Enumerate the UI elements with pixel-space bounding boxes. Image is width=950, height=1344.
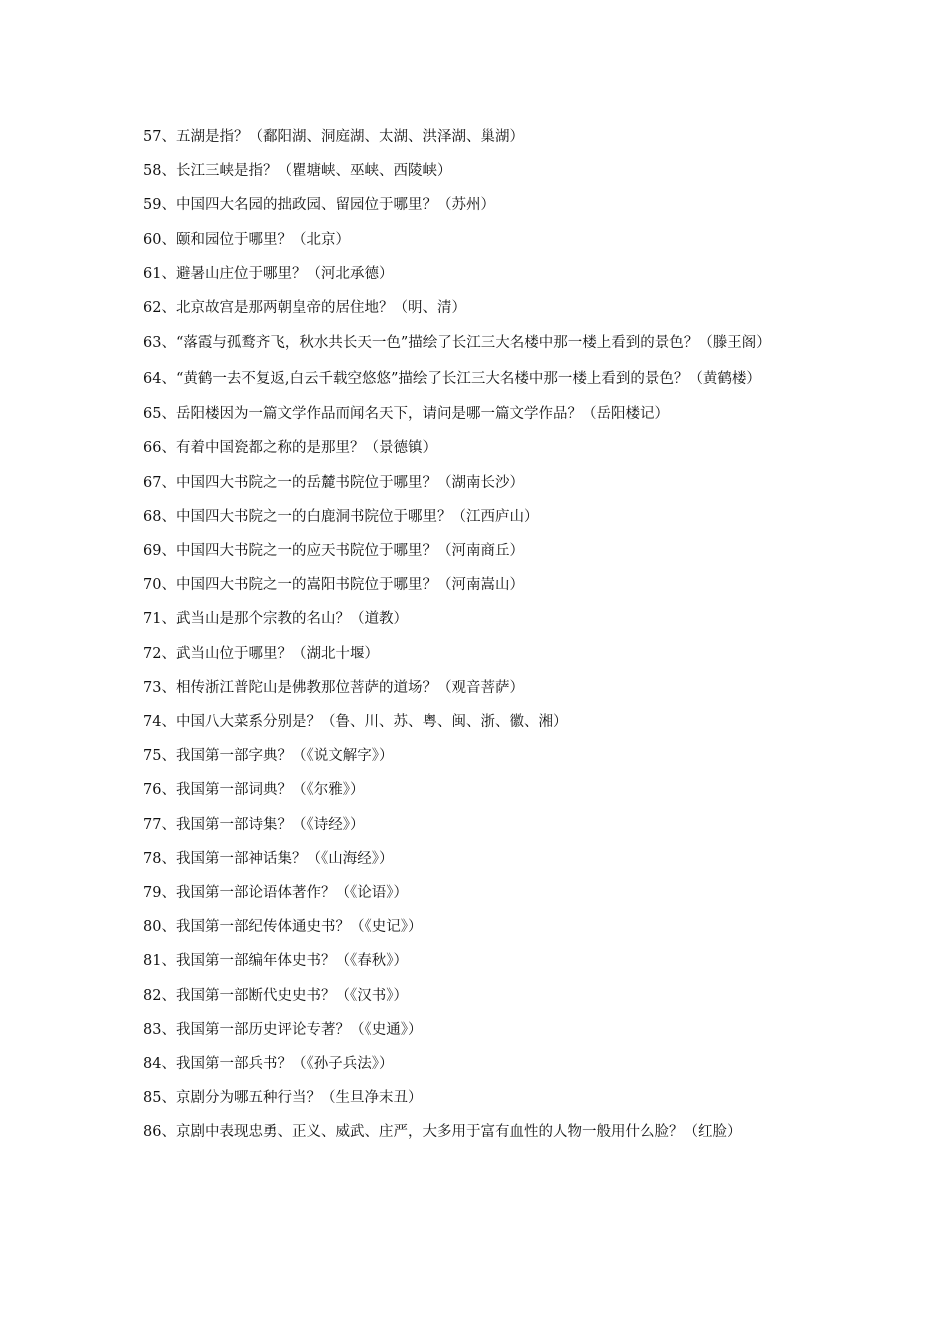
question-79: 79、我国第一部论语体著作？（《论语》） [143,885,408,902]
question-75: 75、我国第一部字典？（《说文解字》） [143,748,394,765]
question-61: 61、避暑山庄位于哪里？（河北承德） [143,265,394,282]
question-59: 59、中国四大名园的拙政园、留园位于哪里？（苏州） [143,197,495,214]
question-80: 80、我国第一部纪传体通史书？（《史记》） [143,919,423,936]
question-66: 66、有着中国瓷都之称的是那里？（景德镇） [143,440,437,457]
question-74: 74、中国八大菜系分别是？（鲁、川、苏、粤、闽、浙、徽、湘） [143,714,568,731]
question-85: 85、京剧分为哪五种行当？（生旦净末丑） [143,1090,423,1107]
question-73: 73、相传浙江普陀山是佛教那位菩萨的道场？（观音菩萨） [143,679,524,696]
question-65: 65、岳阳楼因为一篇文学作品而闻名天下，请问是哪一篇文学作品？（岳阳楼记） [143,406,669,423]
question-86: 86、京剧中表现忠勇、正义、威武、庄严，大多用于富有血性的人物一般用什么脸？（红脸） [143,1124,742,1141]
question-62: 62、北京故宫是那两朝皇帝的居住地？（明、清） [143,300,466,317]
question-78: 78、我国第一部神话集？（《山海经》） [143,850,394,867]
question-64: 64、“黄鹤一去不复返,白云千载空悠悠”描绘了长江三大名楼中那一楼上看到的景色？（黄鹤楼） [143,371,761,388]
question-76: 76、我国第一部词典？（《尔雅》） [143,782,365,799]
question-81: 81、我国第一部编年体史书？（《春秋》） [143,953,408,970]
question-77: 77、我国第一部诗集？（《诗经》） [143,816,365,833]
question-68: 68、中国四大书院之一的白鹿洞书院位于哪里？（江西庐山） [143,508,539,525]
question-60: 60、颐和园位于哪里？（北京） [143,231,350,248]
question-82: 82、我国第一部断代史史书？（《汉书》） [143,987,408,1004]
question-71: 71、武当山是那个宗教的名山？（道教） [143,611,408,628]
question-63: 63、“落霞与孤鹜齐飞，秋水共长天一色”描绘了长江三大名楼中那一楼上看到的景色？（滕王阁） [143,335,771,352]
question-list [143,120,813,1150]
question-72: 72、武当山位于哪里？（湖北十堰） [143,645,379,662]
question-67: 67、中国四大书院之一的岳麓书院位于哪里？（湖南长沙） [143,474,524,491]
question-69: 69、中国四大书院之一的应天书院位于哪里？（河南商丘） [143,543,524,560]
question-70: 70、中国四大书院之一的嵩阳书院位于哪里？（河南嵩山） [143,577,524,594]
question-83: 83、我国第一部历史评论专著？（《史通》） [143,1021,423,1038]
question-57: 57、五湖是指？（鄱阳湖、洞庭湖、太湖、洪泽湖、巢湖） [143,129,524,145]
question-84: 84、我国第一部兵书？（《孙子兵法》） [143,1056,394,1073]
question-58: 58、长江三峡是指？（瞿塘峡、巫峡、西陵峡） [143,163,452,180]
